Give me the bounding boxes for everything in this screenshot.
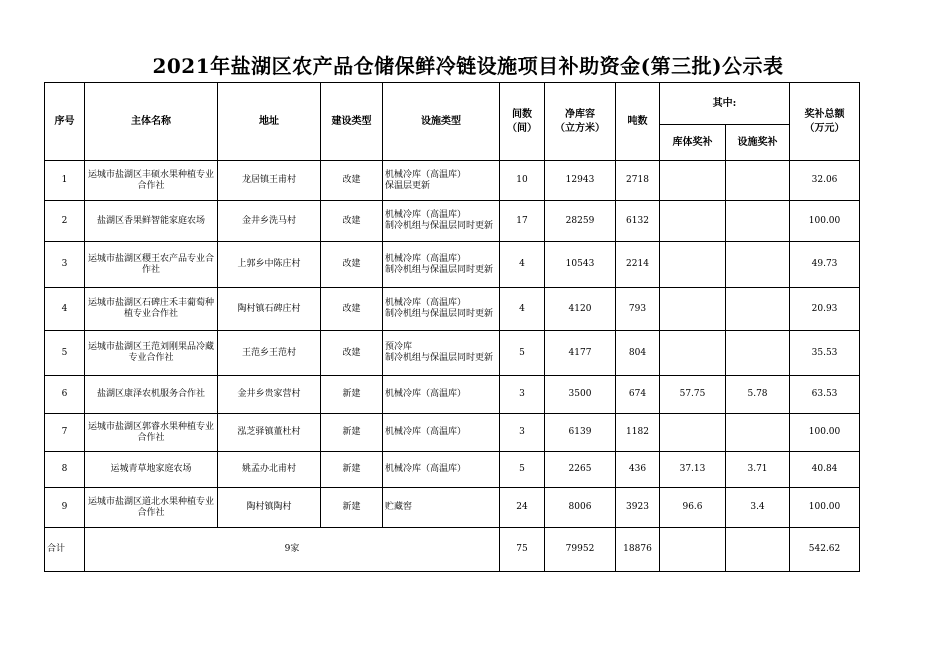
cell-name: 运城市盐湖区稷王农产品专业合作社 bbox=[85, 242, 218, 288]
cell-total: 35.53 bbox=[790, 331, 860, 376]
header-seq: 序号 bbox=[45, 83, 85, 161]
cell-facility-subsidy bbox=[726, 331, 790, 376]
cell-total: 49.73 bbox=[790, 242, 860, 288]
header-rooms: 间数 （间） bbox=[500, 83, 545, 161]
cell-total: 100.00 bbox=[790, 201, 860, 242]
cell-facility-subsidy: 3.71 bbox=[726, 452, 790, 488]
header-tons: 吨数 bbox=[616, 83, 660, 161]
summary-storage bbox=[660, 528, 726, 572]
cell-build-type: 改建 bbox=[321, 161, 383, 201]
cell-storage-subsidy: 57.75 bbox=[660, 376, 726, 414]
cell-tons: 436 bbox=[616, 452, 660, 488]
cell-address: 王范乡王范村 bbox=[218, 331, 321, 376]
header-build-type: 建设类型 bbox=[321, 83, 383, 161]
cell-rooms: 3 bbox=[500, 376, 545, 414]
cell-storage-subsidy: 96.6 bbox=[660, 488, 726, 528]
table-row bbox=[45, 242, 860, 288]
cell-seq: 3 bbox=[45, 242, 85, 288]
cell-total: 20.93 bbox=[790, 288, 860, 331]
cell-tons: 2214 bbox=[616, 242, 660, 288]
header-name: 主体名称 bbox=[85, 83, 218, 161]
header-facility-subsidy: 设施奖补 bbox=[726, 125, 790, 161]
table-row bbox=[45, 488, 860, 528]
cell-volume: 3500 bbox=[545, 376, 616, 414]
cell-facility-type: 预冷库 制冷机组与保温层同时更新 bbox=[383, 331, 500, 376]
cell-name: 盐湖区康泽农机服务合作社 bbox=[85, 376, 218, 414]
cell-rooms: 3 bbox=[500, 414, 545, 452]
cell-build-type: 改建 bbox=[321, 288, 383, 331]
table-row bbox=[45, 376, 860, 414]
cell-seq: 2 bbox=[45, 201, 85, 242]
cell-storage-subsidy bbox=[660, 242, 726, 288]
header-total: 奖补总额 （万元） bbox=[790, 83, 860, 161]
cell-name: 盐湖区香果鲜智能家庭农场 bbox=[85, 201, 218, 242]
cell-rooms: 4 bbox=[500, 242, 545, 288]
table-row bbox=[45, 288, 860, 331]
cell-facility-subsidy: 3.4 bbox=[726, 488, 790, 528]
cell-build-type: 新建 bbox=[321, 414, 383, 452]
cell-facility-type: 机械冷库（高温库） 保温层更新 bbox=[383, 161, 500, 201]
cell-total: 63.53 bbox=[790, 376, 860, 414]
cell-facility-type: 机械冷库（高温库） bbox=[383, 452, 500, 488]
cell-name: 运城市盐湖区石碑庄禾丰葡萄种植专业合作社 bbox=[85, 288, 218, 331]
table-row bbox=[45, 161, 860, 201]
cell-total: 40.84 bbox=[790, 452, 860, 488]
cell-tons: 6132 bbox=[616, 201, 660, 242]
cell-build-type: 新建 bbox=[321, 488, 383, 528]
summary-count: 9家 bbox=[85, 528, 500, 572]
cell-address: 姚孟办北甫村 bbox=[218, 452, 321, 488]
cell-name: 运城市盐湖区道北水果种植专业合作社 bbox=[85, 488, 218, 528]
cell-storage-subsidy bbox=[660, 201, 726, 242]
summary-volume: 79952 bbox=[545, 528, 616, 572]
cell-volume: 4120 bbox=[545, 288, 616, 331]
header-among: 其中: bbox=[660, 83, 790, 125]
cell-facility-type: 机械冷库（高温库） 制冷机组与保温层同时更新 bbox=[383, 288, 500, 331]
cell-tons: 1182 bbox=[616, 414, 660, 452]
cell-rooms: 10 bbox=[500, 161, 545, 201]
cell-facility-subsidy bbox=[726, 201, 790, 242]
cell-rooms: 5 bbox=[500, 452, 545, 488]
table-row bbox=[45, 414, 860, 452]
cell-seq: 7 bbox=[45, 414, 85, 452]
table-row bbox=[45, 201, 860, 242]
cell-seq: 1 bbox=[45, 161, 85, 201]
cell-seq: 4 bbox=[45, 288, 85, 331]
cell-build-type: 改建 bbox=[321, 331, 383, 376]
summary-rooms: 75 bbox=[500, 528, 545, 572]
cell-total: 32.06 bbox=[790, 161, 860, 201]
cell-facility-type: 机械冷库（高温库） bbox=[383, 414, 500, 452]
table-body bbox=[45, 161, 860, 528]
cell-storage-subsidy bbox=[660, 414, 726, 452]
header-facility-type: 设施类型 bbox=[383, 83, 500, 161]
cell-storage-subsidy bbox=[660, 161, 726, 201]
cell-name: 运城市盐湖区王范刘刚果品冷藏专业合作社 bbox=[85, 331, 218, 376]
cell-tons: 793 bbox=[616, 288, 660, 331]
cell-volume: 10543 bbox=[545, 242, 616, 288]
cell-name: 运城市盐湖区郭睿水果种植专业合作社 bbox=[85, 414, 218, 452]
cell-total: 100.00 bbox=[790, 414, 860, 452]
cell-address: 陶村镇石碑庄村 bbox=[218, 288, 321, 331]
cell-address: 上郭乡中陈庄村 bbox=[218, 242, 321, 288]
cell-address: 泓芝驿镇董杜村 bbox=[218, 414, 321, 452]
table-row bbox=[45, 452, 860, 488]
subsidy-table bbox=[44, 82, 860, 572]
cell-storage-subsidy bbox=[660, 288, 726, 331]
cell-address: 金井乡贵家营村 bbox=[218, 376, 321, 414]
summary-facility bbox=[726, 528, 790, 572]
cell-storage-subsidy bbox=[660, 331, 726, 376]
cell-address: 龙居镇王甫村 bbox=[218, 161, 321, 201]
table-row bbox=[45, 331, 860, 376]
header-volume: 净库容 （立方米） bbox=[545, 83, 616, 161]
cell-tons: 2718 bbox=[616, 161, 660, 201]
cell-volume: 6139 bbox=[545, 414, 616, 452]
cell-volume: 4177 bbox=[545, 331, 616, 376]
summary-label: 合计 bbox=[45, 528, 85, 572]
summary-row bbox=[45, 528, 860, 572]
cell-address: 陶村镇陶村 bbox=[218, 488, 321, 528]
cell-facility-subsidy bbox=[726, 288, 790, 331]
header-row bbox=[45, 83, 860, 125]
cell-facility-subsidy bbox=[726, 414, 790, 452]
cell-seq: 8 bbox=[45, 452, 85, 488]
cell-facility-subsidy bbox=[726, 161, 790, 201]
cell-facility-type: 机械冷库（高温库） bbox=[383, 376, 500, 414]
cell-facility-type: 机械冷库（高温库） 制冷机组与保温层同时更新 bbox=[383, 201, 500, 242]
cell-tons: 804 bbox=[616, 331, 660, 376]
cell-volume: 12943 bbox=[545, 161, 616, 201]
cell-facility-type: 贮藏窖 bbox=[383, 488, 500, 528]
summary-total: 542.62 bbox=[790, 528, 860, 572]
cell-name: 运城市盐湖区丰硕水果种植专业合作社 bbox=[85, 161, 218, 201]
cell-address: 金井乡洗马村 bbox=[218, 201, 321, 242]
cell-volume: 28259 bbox=[545, 201, 616, 242]
cell-rooms: 17 bbox=[500, 201, 545, 242]
header-storage-subsidy: 库体奖补 bbox=[660, 125, 726, 161]
page-title: 2021年盐湖区农产品仓储保鲜冷链设施项目补助资金(第三批)公示表 bbox=[152, 54, 784, 78]
cell-facility-subsidy: 5.78 bbox=[726, 376, 790, 414]
summary-tons: 18876 bbox=[616, 528, 660, 572]
cell-facility-type: 机械冷库（高温库） 制冷机组与保温层同时更新 bbox=[383, 242, 500, 288]
cell-volume: 2265 bbox=[545, 452, 616, 488]
cell-storage-subsidy: 37.13 bbox=[660, 452, 726, 488]
cell-seq: 6 bbox=[45, 376, 85, 414]
cell-rooms: 4 bbox=[500, 288, 545, 331]
cell-rooms: 5 bbox=[500, 331, 545, 376]
cell-build-type: 新建 bbox=[321, 376, 383, 414]
header-address: 地址 bbox=[218, 83, 321, 161]
cell-seq: 5 bbox=[45, 331, 85, 376]
cell-volume: 8006 bbox=[545, 488, 616, 528]
cell-build-type: 改建 bbox=[321, 242, 383, 288]
cell-name: 运城青草地家庭农场 bbox=[85, 452, 218, 488]
cell-tons: 674 bbox=[616, 376, 660, 414]
cell-facility-subsidy bbox=[726, 242, 790, 288]
cell-tons: 3923 bbox=[616, 488, 660, 528]
cell-seq: 9 bbox=[45, 488, 85, 528]
cell-build-type: 改建 bbox=[321, 201, 383, 242]
cell-total: 100.00 bbox=[790, 488, 860, 528]
cell-rooms: 24 bbox=[500, 488, 545, 528]
cell-build-type: 新建 bbox=[321, 452, 383, 488]
